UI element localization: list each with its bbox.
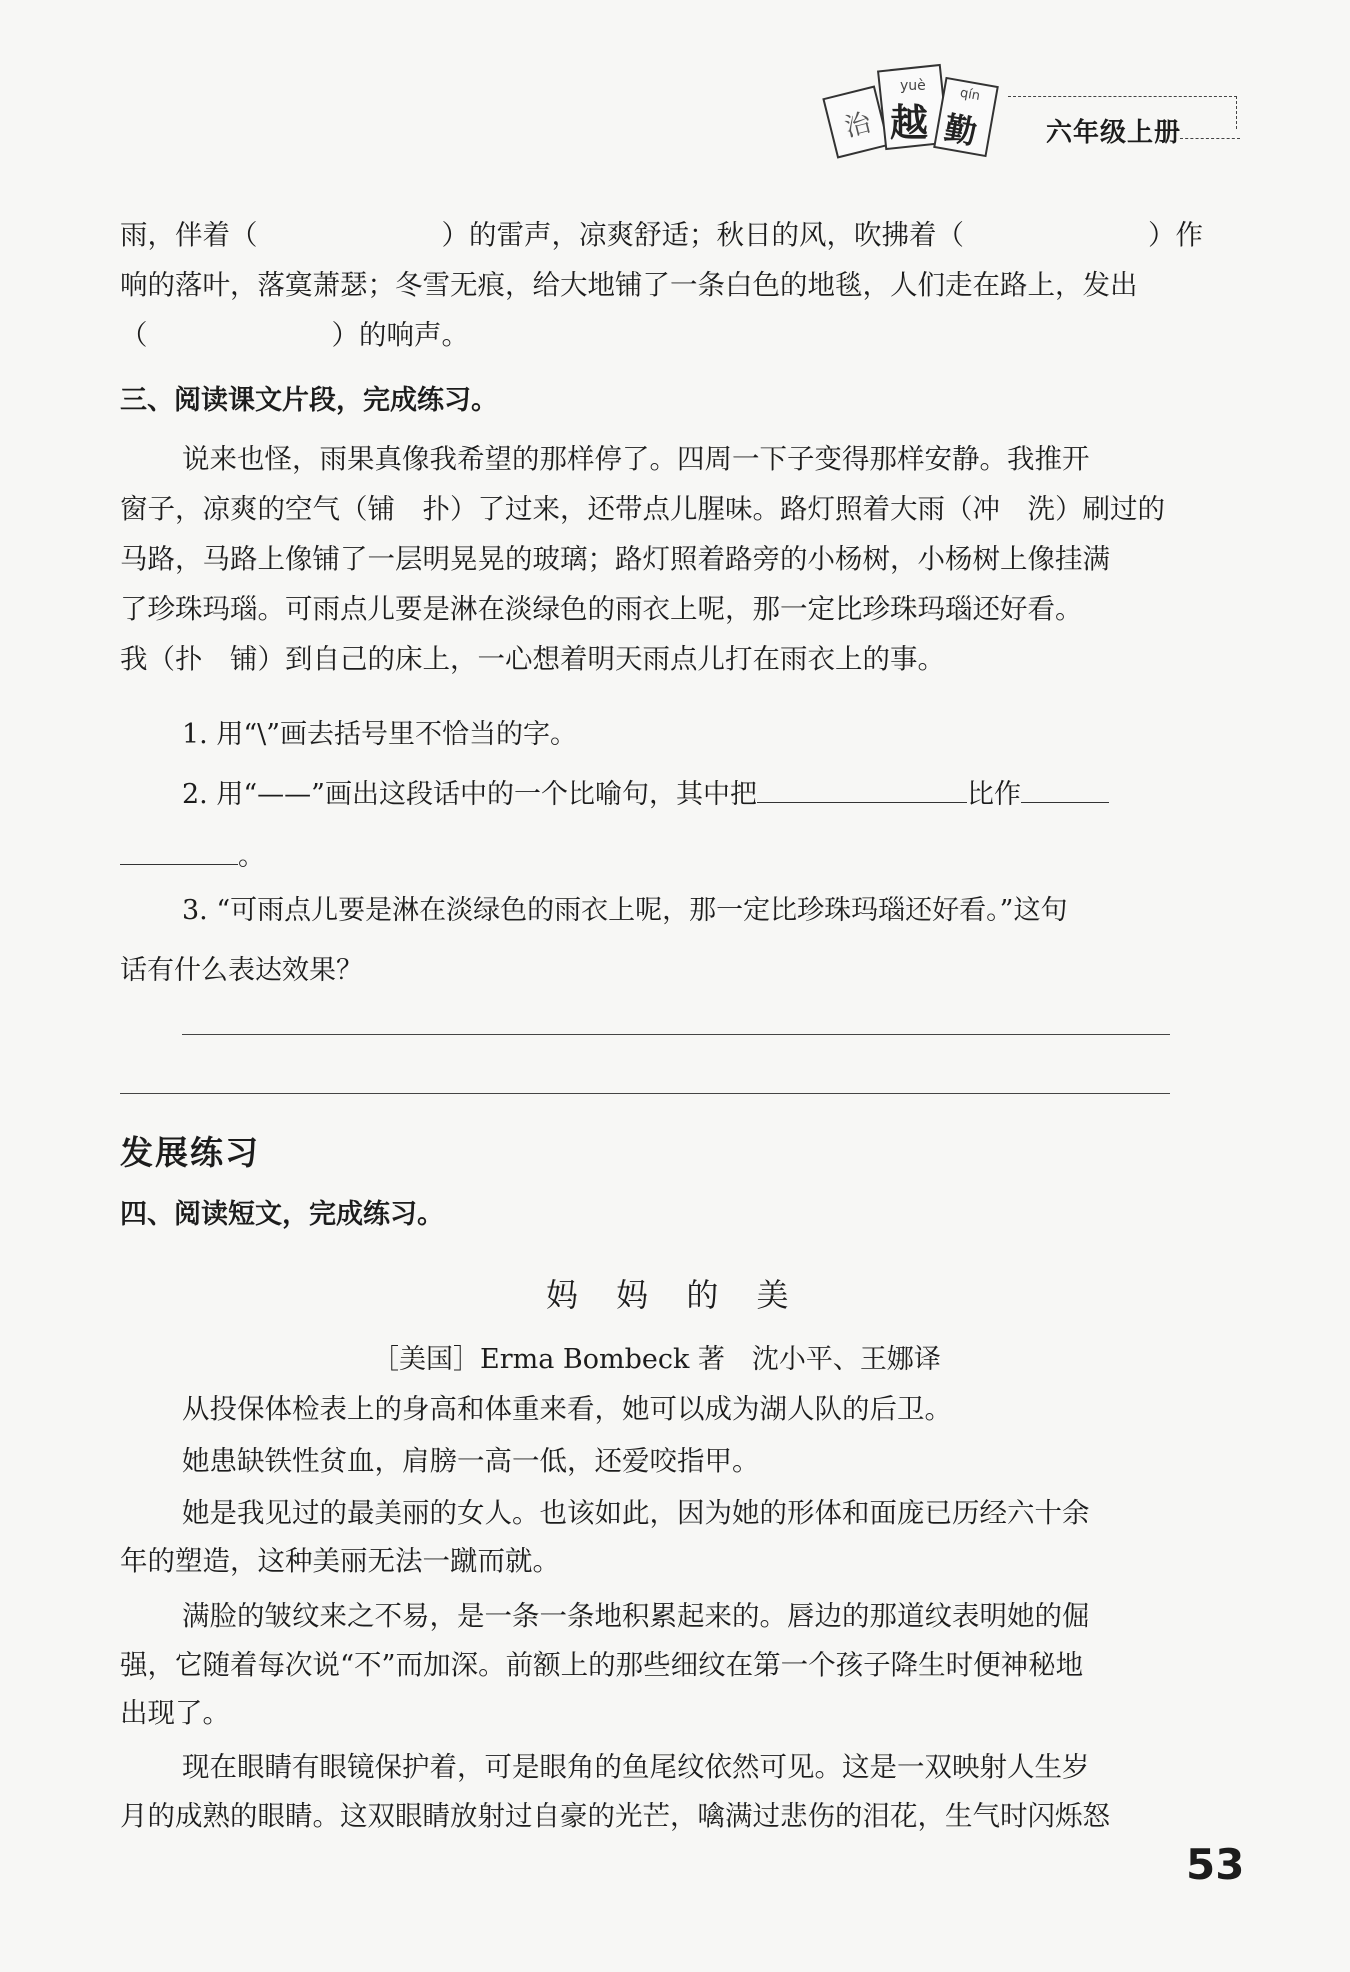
- answer-line-1[interactable]: [182, 1034, 1170, 1035]
- development-practice-title: 发展练习: [120, 1133, 260, 1172]
- article-line: 她是我见过的最美丽的女人。也该如此，因为她的形体和面庞已历经六十余: [182, 1497, 1090, 1529]
- question-2-text: 比作: [966, 779, 1021, 810]
- grade-underline: [1180, 138, 1240, 139]
- question-1: 1. 用“\”画去括号里不恰当的字。: [182, 719, 578, 750]
- page-number: 53: [1186, 1840, 1245, 1889]
- passage-line: 我（扑 铺）到自己的床上，一心想着明天雨点儿打在雨衣上的事。: [120, 643, 945, 675]
- question-2-text: 2. 用“——”画出这段话中的一个比喻句，其中把: [182, 779, 757, 810]
- article-line: 月的成熟的眼睛。这双眼睛放射过自豪的光芒，噙满过悲伤的泪花，生气时闪烁怒: [120, 1800, 1110, 1832]
- fill-line-1: [120, 219, 1203, 251]
- article-title: 妈 妈 的 美: [546, 1276, 803, 1314]
- article-line: 现在眼睛有眼镜保护着，可是眼角的鱼尾纹依然可见。这是一双映射人生岁: [182, 1751, 1090, 1783]
- answer-blank-2-cont[interactable]: [120, 864, 238, 865]
- passage-line: 马路，马路上像铺了一层明晃晃的玻璃；路灯照着路旁的小杨树，小杨树上像挂满: [120, 543, 1110, 575]
- article-line: 从投保体检表上的身高和体重来看，她可以成为湖人队的后卫。: [182, 1393, 952, 1425]
- question-2-end: 。: [238, 841, 265, 872]
- logo-char-2: 越: [890, 101, 929, 145]
- answer-line-2[interactable]: [120, 1093, 1170, 1094]
- logo-pinyin-1: yuè: [900, 78, 926, 94]
- section-4-heading: 四、阅读短文，完成练习。: [120, 1199, 444, 1230]
- section-3-heading: 三、阅读课文片段，完成练习。: [120, 385, 498, 416]
- fill-text: 雨，伴着（: [120, 219, 258, 251]
- fill-line-2: 响的落叶，落寞萧瑟；冬雪无痕，给大地铺了一条白色的地毯，人们走在路上，发出: [120, 269, 1138, 301]
- passage-line: 了珍珠玛瑙。可雨点儿要是淋在淡绿色的雨衣上呢，那一定比珍珠玛瑙还好看。: [120, 593, 1083, 625]
- fill-text: ）作: [1148, 219, 1203, 251]
- grade-label: 六年级上册: [1046, 118, 1182, 148]
- passage-line: 窗子，凉爽的空气（铺 扑）了过来，还带点儿腥味。路灯照着大雨（冲 洗）刷过的: [120, 493, 1165, 525]
- logo-icon: [822, 62, 1008, 174]
- article-line: 年的塑造，这种美丽无法一蹴而就。: [120, 1545, 560, 1577]
- article-line: 她患缺铁性贫血，肩膀一高一低，还爱咬指甲。: [182, 1445, 760, 1477]
- fill-text: （: [120, 319, 148, 351]
- logo-pinyin-2: qín: [958, 85, 982, 104]
- logo-char-1: 治: [841, 107, 875, 144]
- article-line: 出现了。: [120, 1697, 230, 1729]
- question-3-line-1: 3. “可雨点儿要是淋在淡绿色的雨衣上呢，那一定比珍珠玛瑙还好看。”这句: [182, 895, 1068, 926]
- passage-line: 说来也怪，雨果真像我希望的那样停了。四周一下子变得那样安静。我推开: [182, 443, 1090, 475]
- fill-text: ）的雷声，凉爽舒适；秋日的风，吹拂着（: [441, 219, 964, 251]
- article-author: ［美国］Erma Bombeck 著 沈小平、王娜译: [372, 1344, 941, 1375]
- question-2: [182, 772, 1109, 811]
- answer-blank-2[interactable]: [1021, 802, 1109, 803]
- answer-blank-1[interactable]: [757, 802, 967, 803]
- article-line: 满脸的皱纹来之不易，是一条一条地积累起来的。唇边的那道纹表明她的倔: [182, 1600, 1090, 1632]
- question-3-line-2: 话有什么表达效果？: [120, 955, 363, 986]
- fill-text: ）的响声。: [331, 319, 469, 351]
- logo-char-3: 勤: [941, 108, 980, 152]
- article-line: 强，它随着每次说“不”而加深。前额上的那些细纹在第一个孩子降生时便神秘地: [120, 1649, 1084, 1681]
- question-2-cont: [120, 834, 265, 873]
- fill-line-3: [120, 319, 469, 351]
